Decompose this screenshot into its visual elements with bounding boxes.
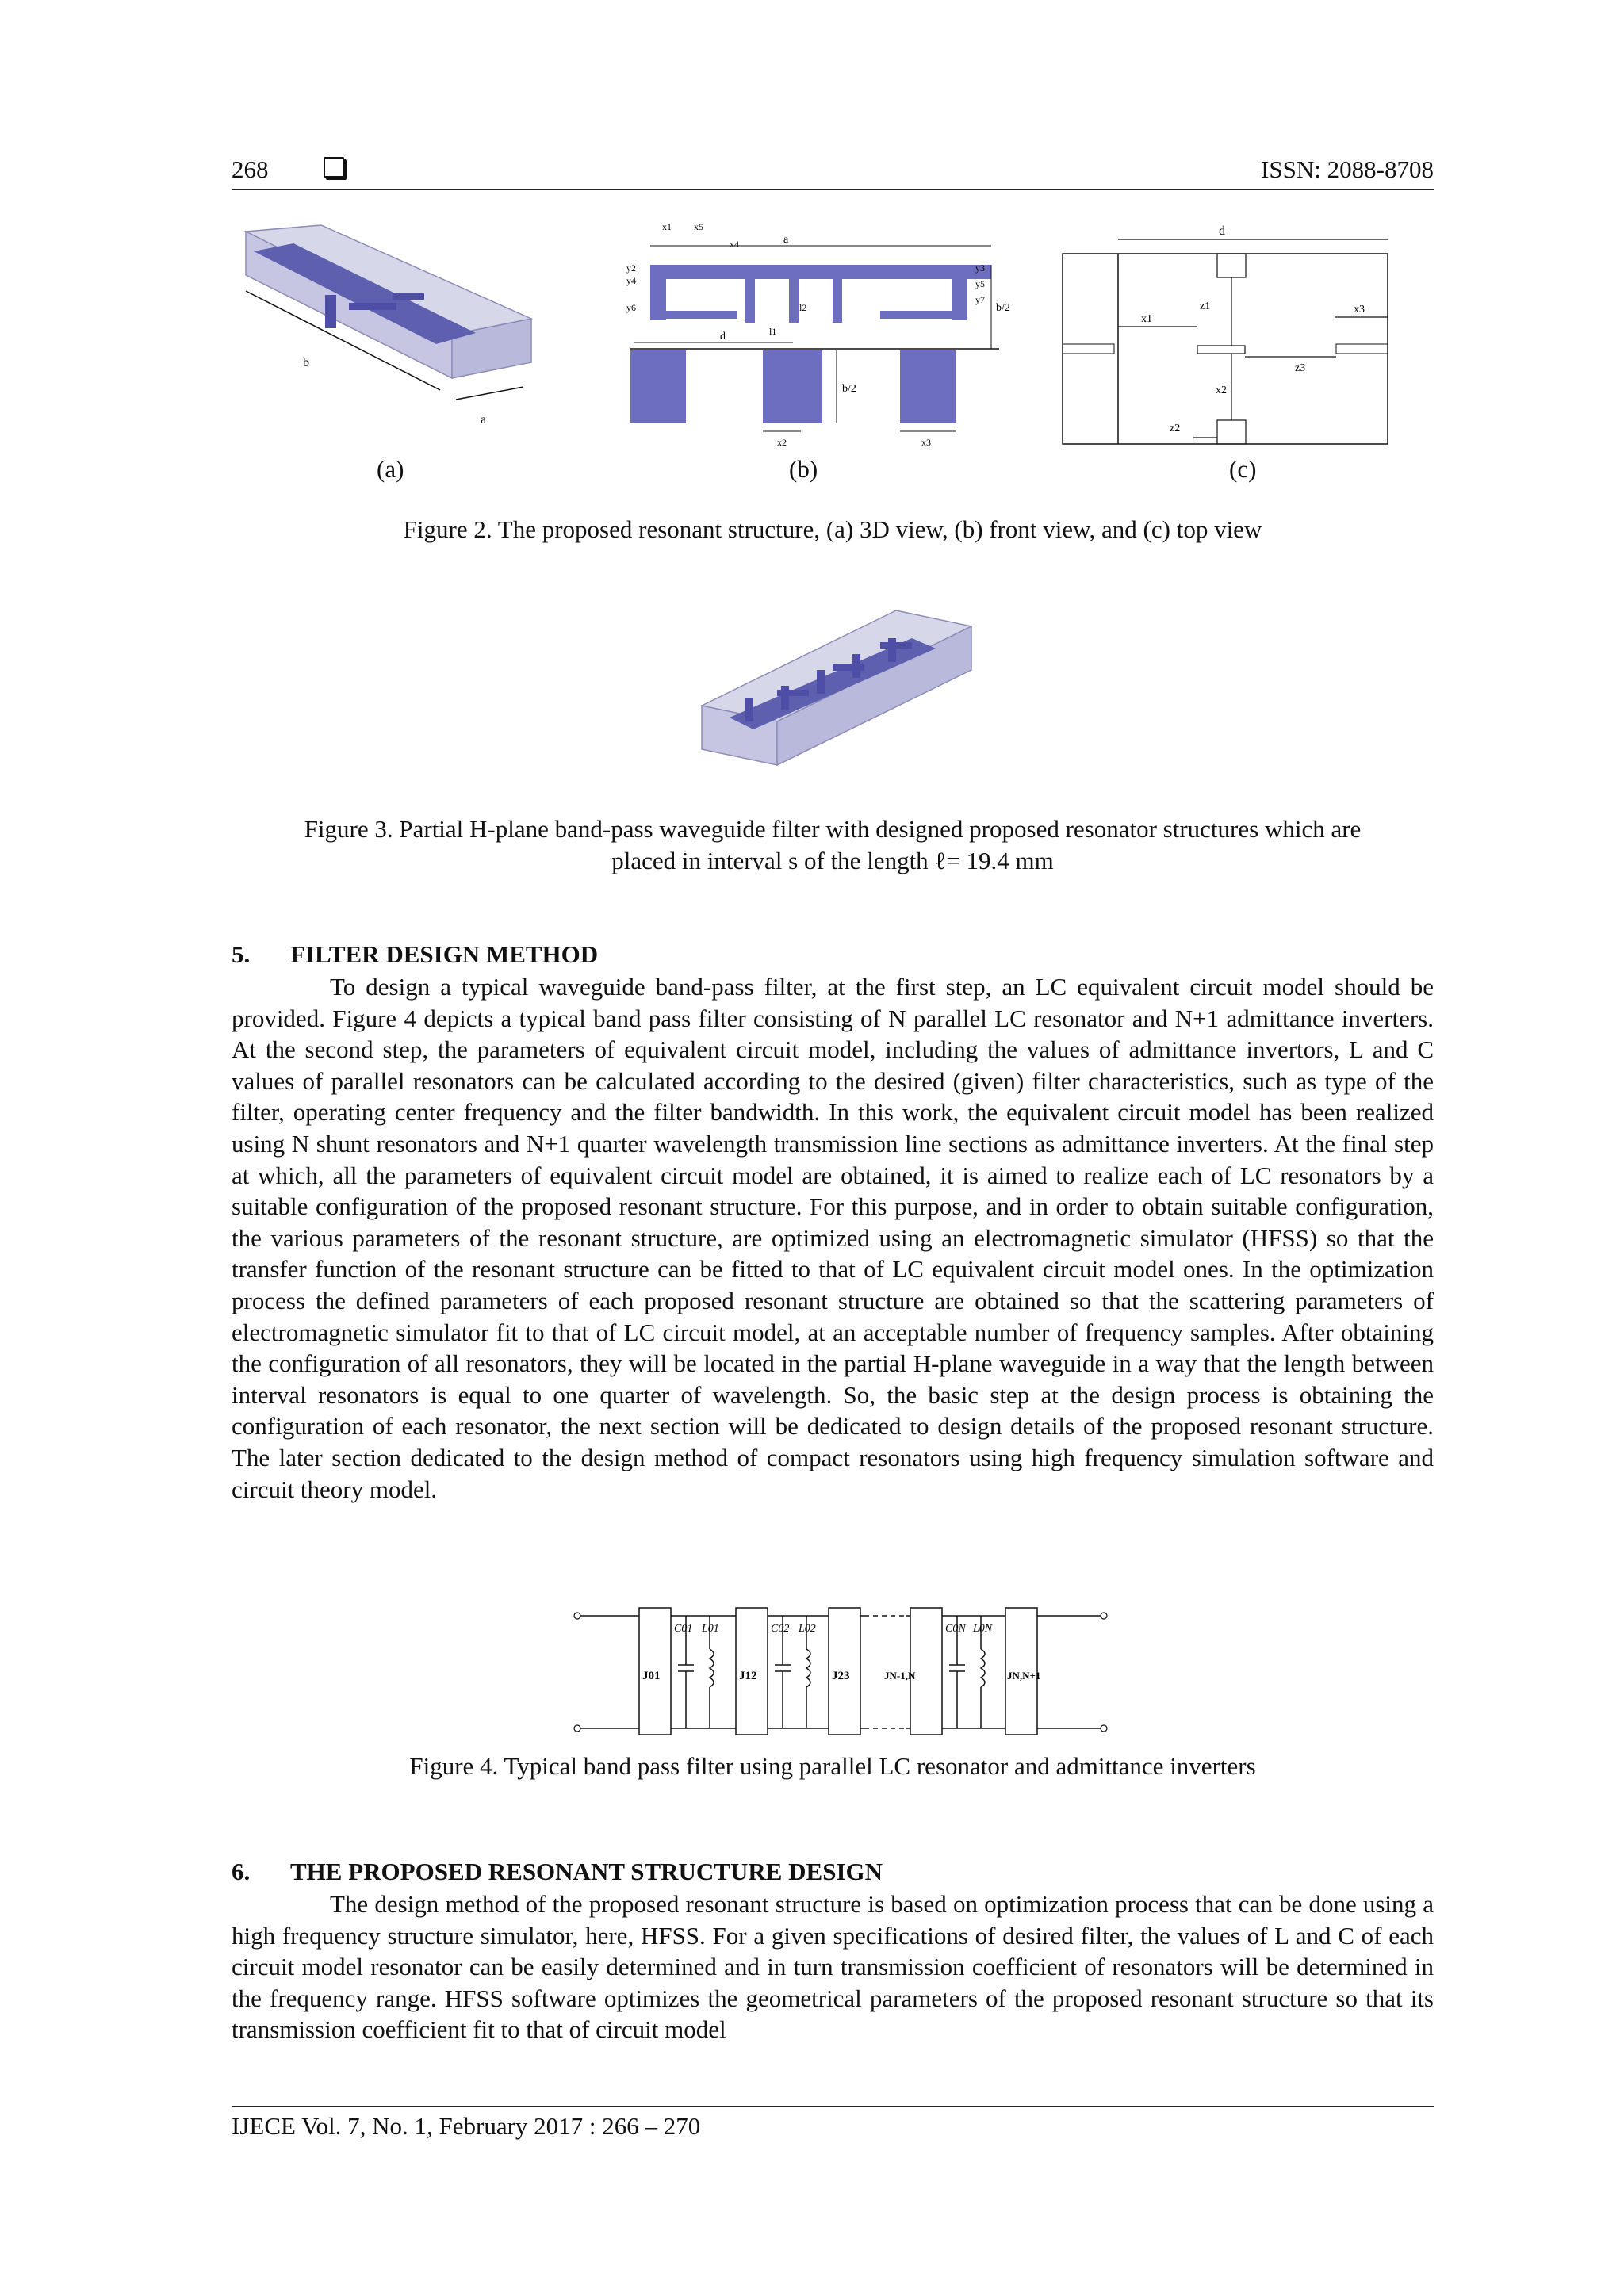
dim-d-front: d [720, 331, 726, 342]
label-JNN1: JN,N+1 [1007, 1670, 1041, 1682]
figure4-caption: Figure 4. Typical band pass filter using parallel LC resonator and admittance inverters [409, 1752, 1256, 1780]
section6-number: 6. [232, 1858, 251, 1885]
dim-y5: y5 [975, 278, 985, 289]
header-rule [232, 189, 1434, 190]
label-L0N: L0N [973, 1623, 993, 1635]
section6-paragraph: The design method of the proposed resonant structure is based on optimization process that can be done using a high frequency structure simulator, here, HFSS. For a given specifications of desired filter, the values of L and C of each circuit model resonator can be easily determined and in turn transmission coefficient of resonators will be determined in the frequency range. HFSS software optimizes the geometrical parameters of the proposed resonant structure so that its transmission coefficient fit to that of circuit model [232, 1890, 1434, 2044]
dim-y4: y4 [626, 275, 636, 286]
dim-d-top: d [1219, 224, 1225, 238]
label-J12: J12 [739, 1670, 757, 1682]
dim-x3: x3 [921, 437, 931, 448]
dim-b2-upper: b/2 [996, 302, 1010, 314]
label-JN1N: JN-1,N [884, 1670, 916, 1682]
label-L02: L02 [799, 1623, 816, 1635]
figure3-caption-line2: placed in interval s of the length ℓ= 19.4 mm [611, 847, 1054, 874]
figure3-caption-line1: Figure 3. Partial H-plane band-pass waveguide filter with designed proposed resonator structures which are [304, 815, 1362, 843]
footer-rule [232, 2106, 1434, 2107]
dim-x3-top: x3 [1354, 304, 1365, 316]
figure2-label-b: (b) [789, 455, 818, 483]
dim-x1-top: x1 [1141, 313, 1152, 325]
section6-title: THE PROPOSED RESONANT STRUCTURE DESIGN [290, 1858, 883, 1885]
dim-l2: l2 [799, 302, 807, 313]
label-C0N: C0N [945, 1623, 966, 1635]
figure2-caption: Figure 2. The proposed resonant structure, (a) 3D view, (b) front view, and (c) top view [403, 515, 1262, 543]
label-L01: L01 [702, 1623, 719, 1635]
dim-y6: y6 [626, 302, 636, 313]
dim-x4: x4 [730, 239, 739, 250]
dim-x5: x5 [694, 221, 703, 232]
section5-title: FILTER DESIGN METHOD [290, 940, 599, 968]
issn: ISSN: 2088-8708 [1261, 155, 1434, 183]
label-J23: J23 [832, 1670, 850, 1682]
figure2-label-a: (a) [377, 455, 404, 483]
dim-b: b [303, 356, 309, 369]
section5-paragraph: To design a typical waveguide band-pass filter, at the first step, an LC equivalent circuit model should be provided. Figure 4 depicts a typical band pass filter consisting of N parallel LC resonator and N+1 admittance inverters. At the second step, the parameters of equivalent circuit model, including the values of admittance invertors, L and C values of parallel resonators can be calculated according to the desired (given) filter characteristics, such as type of the filter, operating center frequency and the filter bandwidth. In this work, the equivalent circuit model has been realized using N shunt resonators and N+1 quarter wavelength transmission line sections as admittance inverters. At the final step at which, all the parameters of equivalent circuit model are obtained, it is aimed to realize each of LC resonators by a suitable configuration of the proposed resonant structure. For this purpose, and in order to obtain suitable configuration, the various parameters of the resonant structure, are optimized using an electromagnetic simulator (HFSS) so that the transfer function of the resonant structure can be fitted to that of LC equivalent circuit model ones. In the optimization process the defined parameters of each proposed resonant structure are obtained so that the scattering parameters of electromagnetic simulator fit to that of LC circuit model, at an acceptable number of frequency samples. After obtaining the configuration of all resonators, they will be located in the partial H-plane waveguide in a way that the length between interval resonators is equal to one quarter of wavelength. So, the basic step at the design process is obtaining the configuration of each resonator, the next section will be dedicated to design details of the proposed resonant structure. The later section dedicated to the design method of compact resonators using high frequency simulation software and circuit theory model. [232, 973, 1434, 1503]
page-number: 268 [232, 155, 269, 183]
figure2-3d-view [238, 208, 539, 446]
figure2-top-view [1059, 224, 1392, 450]
dim-x2: x2 [777, 437, 787, 448]
footer-journal: IJECE Vol. 7, No. 1, February 2017 : 266 – 270 [232, 2112, 701, 2140]
dim-a-front: a [783, 234, 789, 246]
page-header [232, 149, 1434, 182]
dim-x1: x1 [662, 221, 672, 232]
section5-heading [232, 940, 598, 969]
label-J01: J01 [642, 1670, 661, 1682]
section5-number: 5. [232, 940, 251, 968]
dim-y2: y2 [626, 262, 636, 274]
figure3-filter-3d [698, 603, 975, 769]
dim-b2-lower: b/2 [842, 383, 856, 395]
dim-x2-top: x2 [1216, 385, 1227, 396]
dim-l1: l1 [769, 326, 777, 337]
figure4-circuit [571, 1600, 1110, 1743]
label-C02: C02 [771, 1623, 790, 1635]
dim-z3: z3 [1295, 362, 1306, 374]
dim-z2: z2 [1170, 423, 1181, 434]
label-C01: C01 [674, 1623, 693, 1635]
section6-heading [232, 1858, 883, 1886]
dim-y7: y7 [975, 294, 985, 305]
figure3-caption [232, 813, 1434, 877]
dim-y3: y3 [975, 262, 985, 274]
square-bullet-icon [324, 157, 344, 178]
dim-a: a [481, 413, 487, 427]
figure2-front-view [626, 216, 1015, 453]
figure2-label-c: (c) [1229, 455, 1257, 483]
dim-z1: z1 [1200, 300, 1211, 312]
